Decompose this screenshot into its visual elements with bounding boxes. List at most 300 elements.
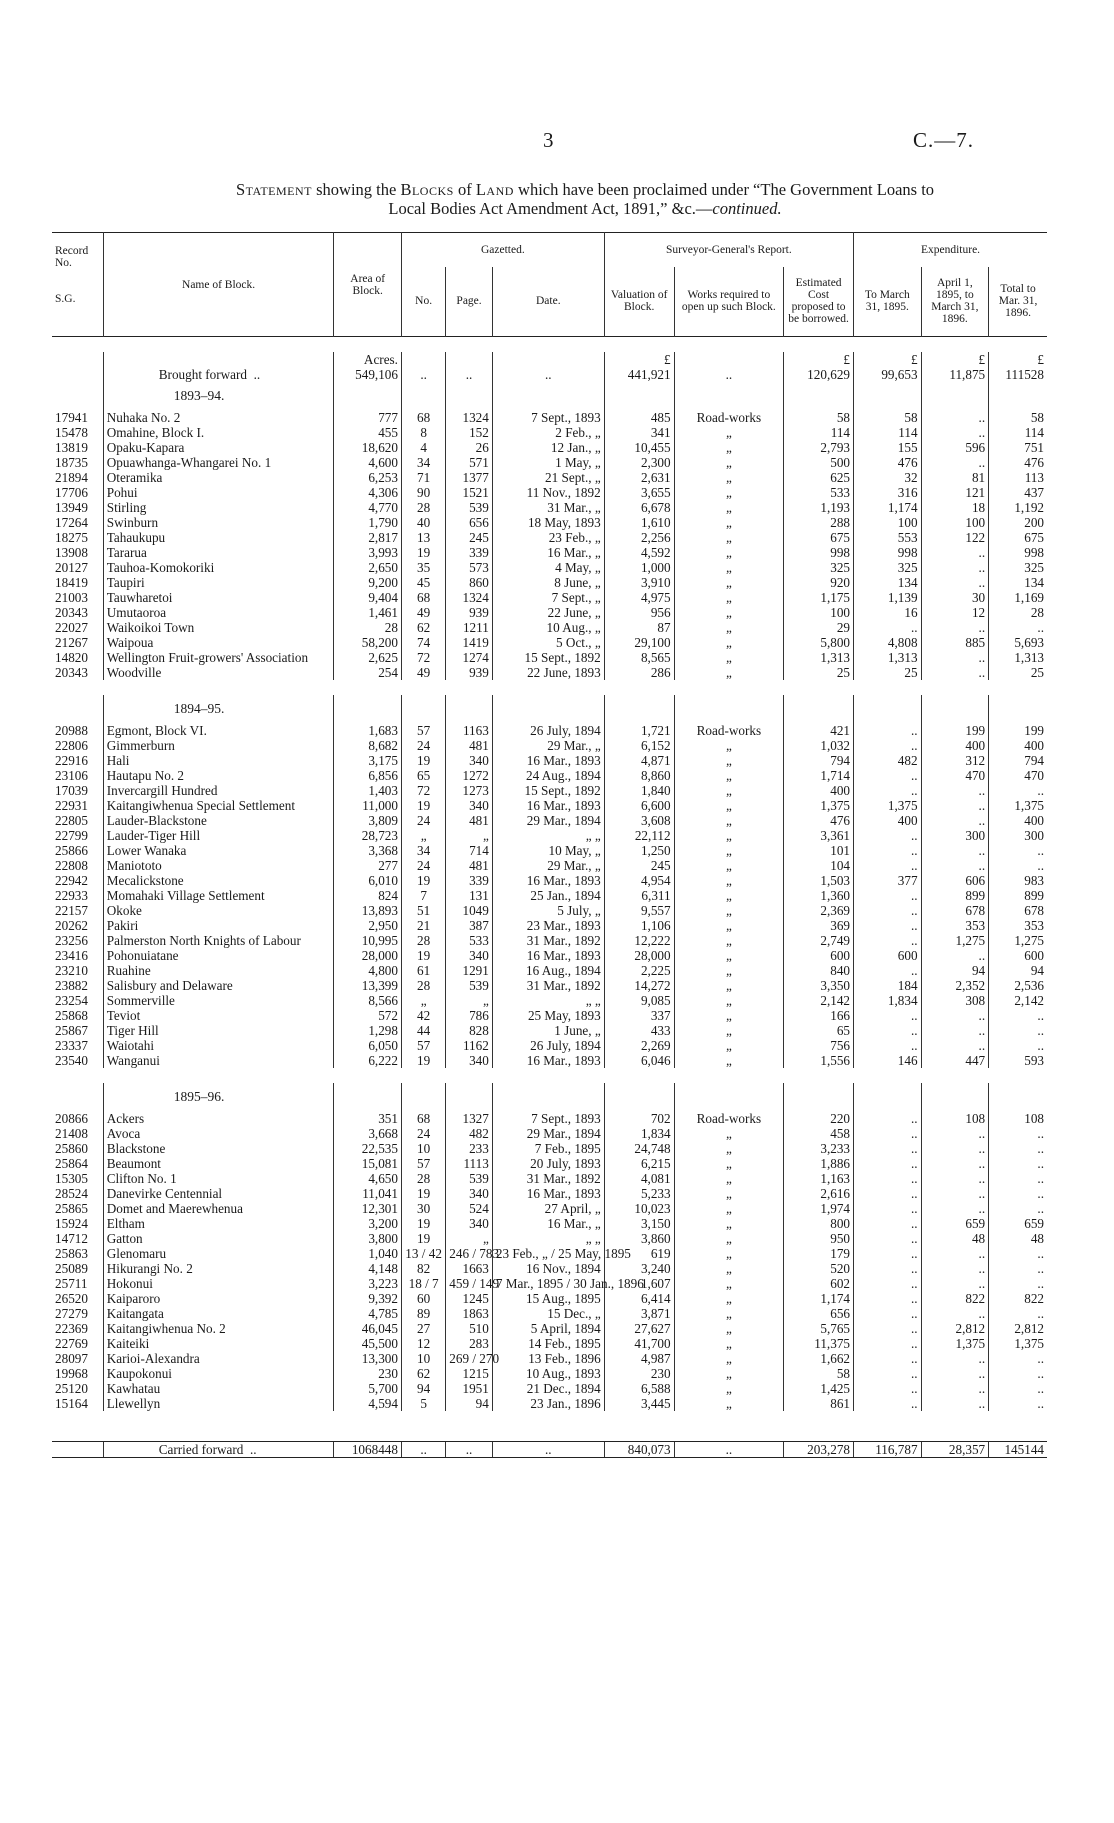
expenditure-to-1895-cell: .. — [854, 1141, 922, 1156]
gazette-date-cell: 16 Nov., 1894 — [492, 1261, 604, 1276]
works-required-cell: „ — [674, 978, 784, 993]
expenditure-header: Expenditure. — [854, 233, 1047, 267]
block-name-cell: Momahaki Village Settlement — [103, 888, 334, 903]
expenditure-to-1895-cell: 400 — [854, 813, 922, 828]
gazette-date-cell: 29 Mar., 1894 — [492, 1126, 604, 1141]
gazette-date-cell: 16 Mar., 1893 — [492, 1053, 604, 1068]
expenditure-total-cell: 2,812 — [989, 1321, 1047, 1336]
year-heading-row — [52, 382, 1047, 410]
estimated-cost-cell: 1,032 — [784, 738, 854, 753]
block-name-cell: Ruahine — [103, 963, 334, 978]
area-cell: 46,045 — [334, 1321, 402, 1336]
expenditure-total-cell: .. — [989, 1381, 1047, 1396]
expenditure-1895-96-cell: .. — [921, 1276, 989, 1291]
block-name-cell: Lauder-Blackstone — [103, 813, 334, 828]
gazette-date-cell: 1 June, „ — [492, 1023, 604, 1038]
gazette-date-cell: 10 Aug., 1893 — [492, 1366, 604, 1381]
estimated-cost-cell: 625 — [784, 470, 854, 485]
valuation-cell: 2,256 — [604, 530, 674, 545]
record-no-cell: 15305 — [55, 1171, 88, 1186]
valuation-cell: 6,046 — [604, 1053, 674, 1068]
expenditure-to-1895-cell: .. — [854, 1351, 922, 1366]
table-row — [52, 425, 1047, 440]
valuation-cell: 9,085 — [604, 993, 674, 1008]
record-no-cell: 20343 — [55, 605, 88, 620]
table-row — [52, 1008, 1047, 1023]
gazette-date-cell: „ „ — [492, 1231, 604, 1246]
valuation-cell: 6,588 — [604, 1381, 674, 1396]
expenditure-1895-96-cell: .. — [921, 1008, 989, 1023]
carried-forward-row: Carried forward .. 1068448 .. .. .. 840,073 .. 203,278 116,787 28,357 145144 — [52, 1442, 1047, 1458]
expenditure-to-1895-cell: 4,808 — [854, 635, 922, 650]
gazette-page-cell: 860 — [446, 575, 493, 590]
expenditure-1895-96-cell: 312 — [921, 753, 989, 768]
block-name-cell: Kawhatau — [103, 1381, 334, 1396]
works-required-cell: „ — [674, 1231, 784, 1246]
table-row — [52, 1038, 1047, 1053]
title-word: of — [457, 180, 472, 199]
area-cell: 1,298 — [334, 1023, 402, 1038]
gazette-page-header: Page. — [446, 267, 493, 337]
gazette-page-cell: 269 / 270 — [446, 1351, 493, 1366]
gazette-page-cell: 1521 — [446, 485, 493, 500]
gazette-no-cell: 5 — [401, 1396, 445, 1411]
statement-title — [105, 180, 1065, 218]
expenditure-1895-96-cell: 885 — [921, 635, 989, 650]
expenditure-total-cell: 899 — [989, 888, 1047, 903]
works-required-cell: „ — [674, 858, 784, 873]
table-row — [52, 1186, 1047, 1201]
gazette-date-cell: 31 Mar., 1892 — [492, 978, 604, 993]
block-name-cell: Sommerville — [103, 993, 334, 1008]
table-row — [52, 888, 1047, 903]
table-row — [52, 620, 1047, 635]
table-row — [52, 1291, 1047, 1306]
area-cell: 4,594 — [334, 1396, 402, 1411]
block-name-cell: Eltham — [103, 1216, 334, 1231]
estimated-cost-cell: 114 — [784, 425, 854, 440]
gazette-date-cell: 16 Mar., 1893 — [492, 948, 604, 963]
gazette-page-cell: 1163 — [446, 723, 493, 738]
valuation-cell: 8,565 — [604, 650, 674, 665]
expenditure-total-cell: 437 — [989, 485, 1047, 500]
estimated-cost-cell: 1,503 — [784, 873, 854, 888]
block-name-cell: Maniototo — [103, 858, 334, 873]
area-cell: 2,650 — [334, 560, 402, 575]
expenditure-total-cell: .. — [989, 620, 1047, 635]
area-cell: 4,148 — [334, 1261, 402, 1276]
works-required-cell: „ — [674, 783, 784, 798]
table-row — [52, 455, 1047, 470]
gazette-date-cell: 16 Mar., 1893 — [492, 1186, 604, 1201]
valuation-cell: 3,910 — [604, 575, 674, 590]
expenditure-to-1895-cell: .. — [854, 963, 922, 978]
block-name-cell: Domet and Maerewhenua — [103, 1201, 334, 1216]
area-cell: 18,620 — [334, 440, 402, 455]
record-no-cell: 25089 — [55, 1261, 88, 1276]
block-name-cell: Salisbury and Delaware — [103, 978, 334, 993]
valuation-cell: 3,655 — [604, 485, 674, 500]
gazette-page-cell: 539 — [446, 1171, 493, 1186]
gazette-date-cell: 20 July, 1893 — [492, 1156, 604, 1171]
gazette-page-cell: 387 — [446, 918, 493, 933]
spacer-row — [52, 337, 1047, 353]
gazette-page-cell: 1863 — [446, 1306, 493, 1321]
gazette-no-cell: 34 — [401, 843, 445, 858]
valuation-cell: 10,023 — [604, 1201, 674, 1216]
area-cell: 3,175 — [334, 753, 402, 768]
expenditure-to-1895-cell: 155 — [854, 440, 922, 455]
valuation-cell: 6,215 — [604, 1156, 674, 1171]
valuation-cell: 6,152 — [604, 738, 674, 753]
gazette-no-cell: 40 — [401, 515, 445, 530]
record-no-cell: 23337 — [55, 1038, 88, 1053]
gazette-date-cell: 8 June, „ — [492, 575, 604, 590]
gazette-no-cell: 68 — [401, 590, 445, 605]
page-header — [0, 128, 1114, 158]
gazette-page-cell: 245 — [446, 530, 493, 545]
estimated-cost-cell: 998 — [784, 545, 854, 560]
area-cell: 455 — [334, 425, 402, 440]
gazette-date-cell: 2 Feb., „ — [492, 425, 604, 440]
gazette-no-cell: 72 — [401, 783, 445, 798]
expenditure-to-1895-cell: 114 — [854, 425, 922, 440]
block-name-cell: Tahaukupu — [103, 530, 334, 545]
works-required-cell: „ — [674, 530, 784, 545]
block-name-cell: Swinburn — [103, 515, 334, 530]
estimated-cost-cell: 179 — [784, 1246, 854, 1261]
valuation-cell: 956 — [604, 605, 674, 620]
record-no-cell: 25867 — [55, 1023, 88, 1038]
gazette-date-cell: 16 Mar., 1893 — [492, 873, 604, 888]
works-required-cell: „ — [674, 635, 784, 650]
gazette-date-cell: 23 Feb., „ / 25 May, 1895 — [492, 1246, 604, 1261]
gazette-page-cell: 1272 — [446, 768, 493, 783]
gazette-page-cell: 573 — [446, 560, 493, 575]
expenditure-to-1895-cell: .. — [854, 828, 922, 843]
block-name-cell: Opaku-Kapara — [103, 440, 334, 455]
gazette-date-cell: 16 Mar., „ — [492, 545, 604, 560]
estimated-cost-cell: 1,886 — [784, 1156, 854, 1171]
record-no-cell: 22157 — [55, 903, 88, 918]
valuation-cell: 4,954 — [604, 873, 674, 888]
gazette-date-cell: „ „ — [492, 993, 604, 1008]
area-cell: 13,893 — [334, 903, 402, 918]
gazette-no-cell: 49 — [401, 605, 445, 620]
expenditure-total-cell: .. — [989, 1141, 1047, 1156]
expenditure-total-cell: 300 — [989, 828, 1047, 843]
block-name-cell: Pohonuiatane — [103, 948, 334, 963]
expenditure-to-1895-cell: 16 — [854, 605, 922, 620]
year-heading: 1895–96. — [103, 1083, 334, 1111]
expenditure-1895-96-cell: .. — [921, 1366, 989, 1381]
gazette-date-cell: 7 Feb., 1895 — [492, 1141, 604, 1156]
gazette-date-cell: 15 Sept., 1892 — [492, 783, 604, 798]
gazette-page-cell: 1273 — [446, 783, 493, 798]
table-row — [52, 933, 1047, 948]
record-no-cell: 18735 — [55, 455, 88, 470]
estimated-cost-cell: 29 — [784, 620, 854, 635]
block-name-cell: Llewellyn — [103, 1396, 334, 1411]
expenditure-to-1895-cell: .. — [854, 1291, 922, 1306]
gazette-no-cell: 4 — [401, 440, 445, 455]
gazette-date-cell: 22 June, „ — [492, 605, 604, 620]
valuation-cell: 28,000 — [604, 948, 674, 963]
expenditure-total-cell: 1,375 — [989, 1336, 1047, 1351]
expenditure-total-cell: 470 — [989, 768, 1047, 783]
table-row — [52, 1261, 1047, 1276]
works-required-cell: „ — [674, 903, 784, 918]
block-name-cell: Oteramika — [103, 470, 334, 485]
estimated-cost-cell: 421 — [784, 723, 854, 738]
table-body — [52, 337, 1047, 1427]
expenditure-total-cell: .. — [989, 1396, 1047, 1411]
estimated-cost-cell: 1,556 — [784, 1053, 854, 1068]
expenditure-1895-96-cell: 400 — [921, 738, 989, 753]
expenditure-to-1895-cell: 316 — [854, 485, 922, 500]
gazette-date-cell: 26 July, 1894 — [492, 723, 604, 738]
valuation-cell: 4,592 — [604, 545, 674, 560]
year-heading-row — [52, 1083, 1047, 1111]
valuation-cell: 337 — [604, 1008, 674, 1023]
works-required-cell: „ — [674, 843, 784, 858]
area-cell: 230 — [334, 1366, 402, 1381]
valuation-cell: 3,860 — [604, 1231, 674, 1246]
expenditure-total-cell: 1,313 — [989, 650, 1047, 665]
table-row — [52, 500, 1047, 515]
expenditure-1895-96-cell: .. — [921, 1246, 989, 1261]
works-required-cell: „ — [674, 873, 784, 888]
gazette-page-cell: 656 — [446, 515, 493, 530]
area-cell: 8,566 — [334, 993, 402, 1008]
estimated-cost-cell: 1,174 — [784, 1291, 854, 1306]
expenditure-to-1895-cell: .. — [854, 903, 922, 918]
gazette-page-cell: 283 — [446, 1336, 493, 1351]
gazette-date-cell: 15 Dec., „ — [492, 1306, 604, 1321]
gazette-page-cell: 482 — [446, 1126, 493, 1141]
record-no-cell: 23416 — [55, 948, 88, 963]
gazette-page-cell: 339 — [446, 873, 493, 888]
table-row — [52, 1246, 1047, 1261]
expenditure-to-1895-cell: .. — [854, 1038, 922, 1053]
gazette-page-cell: 533 — [446, 933, 493, 948]
expenditure-total-cell: 2,142 — [989, 993, 1047, 1008]
valuation-cell: 433 — [604, 1023, 674, 1038]
expenditure-to-1895-cell: .. — [854, 888, 922, 903]
area-cell: 3,223 — [334, 1276, 402, 1291]
estimated-cost-cell: 861 — [784, 1396, 854, 1411]
estimated-cost-cell: 1,662 — [784, 1351, 854, 1366]
gazette-page-cell: 1324 — [446, 590, 493, 605]
table-row — [52, 1201, 1047, 1216]
expenditure-total-cell: 94 — [989, 963, 1047, 978]
expenditure-to-1895-cell: .. — [854, 1366, 922, 1381]
gazette-no-cell: 19 — [401, 798, 445, 813]
area-cell: 9,392 — [334, 1291, 402, 1306]
works-required-cell: „ — [674, 1053, 784, 1068]
gazette-page-cell: 340 — [446, 948, 493, 963]
record-no-cell: 18275 — [55, 530, 88, 545]
expenditure-total-cell: 794 — [989, 753, 1047, 768]
expenditure-1895-96-cell: .. — [921, 813, 989, 828]
year-heading-row — [52, 695, 1047, 723]
works-required-cell: „ — [674, 1261, 784, 1276]
gazette-page-cell: 1291 — [446, 963, 493, 978]
valuation-cell: 6,311 — [604, 888, 674, 903]
expenditure-to-1895-cell: .. — [854, 1276, 922, 1291]
expenditure-total-cell: .. — [989, 1171, 1047, 1186]
valuation-cell: 3,608 — [604, 813, 674, 828]
works-required-cell: „ — [674, 1276, 784, 1291]
total-header: Total to Mar. 31, 1896. — [989, 267, 1047, 337]
works-required-cell: Road-works — [674, 723, 784, 738]
expenditure-total-cell: 751 — [989, 440, 1047, 455]
record-no-cell: 23254 — [55, 993, 88, 1008]
gazette-date-cell: 21 Dec., 1894 — [492, 1381, 604, 1396]
valuation-cell: 4,871 — [604, 753, 674, 768]
expenditure-total-cell: 400 — [989, 738, 1047, 753]
gazette-date-cell: 16 Mar., 1893 — [492, 753, 604, 768]
gazette-date-cell: 14 Feb., 1895 — [492, 1336, 604, 1351]
expenditure-1895-96-cell: .. — [921, 1396, 989, 1411]
gazette-date-cell: 16 Mar., „ — [492, 1216, 604, 1231]
works-required-cell: „ — [674, 485, 784, 500]
expenditure-1895-96-cell: .. — [921, 858, 989, 873]
block-name-cell: Kaitangata — [103, 1306, 334, 1321]
gazette-page-cell: 939 — [446, 665, 493, 680]
spacer-row — [52, 1426, 1047, 1442]
valuation-cell: 14,272 — [604, 978, 674, 993]
gazette-date-cell: 29 Mar., „ — [492, 858, 604, 873]
gazetted-header: Gazetted. — [401, 233, 604, 267]
record-no-cell: 15164 — [55, 1396, 88, 1411]
table-row — [52, 1156, 1047, 1171]
expenditure-total-cell: 113 — [989, 470, 1047, 485]
estimated-cost-cell: 840 — [784, 963, 854, 978]
works-required-cell: „ — [674, 665, 784, 680]
expenditure-1895-96-cell: .. — [921, 425, 989, 440]
valuation-cell: 8,860 — [604, 768, 674, 783]
record-no-cell: 23540 — [55, 1053, 88, 1068]
record-no-cell: 17706 — [55, 485, 88, 500]
gazette-date-cell: 22 June, 1893 — [492, 665, 604, 680]
area-cell: 777 — [334, 410, 402, 425]
expenditure-total-cell: 675 — [989, 530, 1047, 545]
expenditure-1895-96-cell: .. — [921, 1023, 989, 1038]
gazette-no-cell: 94 — [401, 1381, 445, 1396]
works-required-cell: „ — [674, 993, 784, 1008]
gazette-no-cell: 19 — [401, 1216, 445, 1231]
gazette-no-cell: 19 — [401, 948, 445, 963]
expenditure-total-cell: 593 — [989, 1053, 1047, 1068]
valuation-cell: 1,250 — [604, 843, 674, 858]
gazette-no-cell: 35 — [401, 560, 445, 575]
expenditure-1895-96-cell: 470 — [921, 768, 989, 783]
expenditure-to-1895-cell: .. — [854, 1216, 922, 1231]
expenditure-1895-96-cell: .. — [921, 948, 989, 963]
title-line-2: Local Bodies Act Amendment Act, 1891,” &c.— — [388, 199, 713, 218]
gazette-page-cell: 1951 — [446, 1381, 493, 1396]
block-name-cell: Gatton — [103, 1231, 334, 1246]
block-name-cell: Danevirke Centennial — [103, 1186, 334, 1201]
estimated-cost-cell: 2,749 — [784, 933, 854, 948]
gazette-no-cell: 12 — [401, 1336, 445, 1351]
area-cell: 6,050 — [334, 1038, 402, 1053]
statement-table-container — [52, 232, 1047, 1458]
expenditure-total-cell: 998 — [989, 545, 1047, 560]
expenditure-to-1895-cell: .. — [854, 1396, 922, 1411]
block-name-cell: Pohui — [103, 485, 334, 500]
record-no-cell: 22942 — [55, 873, 88, 888]
record-no-cell: 21267 — [55, 635, 88, 650]
gazette-date-cell: 4 May, „ — [492, 560, 604, 575]
expenditure-to-1895-cell: .. — [854, 1306, 922, 1321]
expenditure-1895-96-cell: 2,352 — [921, 978, 989, 993]
gazette-no-cell: 65 — [401, 768, 445, 783]
block-name-cell: Wanganui — [103, 1053, 334, 1068]
expenditure-to-1895-cell: .. — [854, 1008, 922, 1023]
gazette-date-header: Date. — [492, 267, 604, 337]
estimated-cost-cell: 325 — [784, 560, 854, 575]
works-required-cell: „ — [674, 425, 784, 440]
area-cell: 22,535 — [334, 1141, 402, 1156]
expenditure-1895-96-cell: 199 — [921, 723, 989, 738]
estimated-cost-cell: 533 — [784, 485, 854, 500]
expenditure-1895-96-cell: .. — [921, 1141, 989, 1156]
expenditure-to-1895-cell: .. — [854, 933, 922, 948]
block-name-cell: Tiger Hill — [103, 1023, 334, 1038]
record-no-cell: 23882 — [55, 978, 88, 993]
estimated-cost-cell: 1,360 — [784, 888, 854, 903]
works-required-cell: Road-works — [674, 1111, 784, 1126]
estimated-cost-header: Estimated Cost proposed to be borrowed. — [784, 267, 854, 337]
works-required-cell: „ — [674, 1201, 784, 1216]
expenditure-1895-96-cell: 300 — [921, 828, 989, 843]
expenditure-to-1895-cell: .. — [854, 858, 922, 873]
gazette-page-cell: 1274 — [446, 650, 493, 665]
gazette-no-cell: 42 — [401, 1008, 445, 1023]
gazette-no-header: No. — [401, 267, 445, 337]
gazette-no-cell: 82 — [401, 1261, 445, 1276]
expenditure-1895-96-cell: 30 — [921, 590, 989, 605]
expenditure-to-1895-cell: 1,313 — [854, 650, 922, 665]
area-cell: 1,403 — [334, 783, 402, 798]
area-cell: 1,461 — [334, 605, 402, 620]
table-row — [52, 560, 1047, 575]
expenditure-1895-96-cell: .. — [921, 1306, 989, 1321]
gazette-no-cell: 60 — [401, 1291, 445, 1306]
expenditure-total-cell: 199 — [989, 723, 1047, 738]
table-row — [52, 1306, 1047, 1321]
area-cell: 13,300 — [334, 1351, 402, 1366]
works-required-cell: „ — [674, 440, 784, 455]
estimated-cost-cell: 1,313 — [784, 650, 854, 665]
area-cell: 572 — [334, 1008, 402, 1023]
expenditure-1895-96-cell: 108 — [921, 1111, 989, 1126]
title-word: Land — [475, 180, 514, 199]
gazette-no-cell: 57 — [401, 723, 445, 738]
expenditure-total-cell: .. — [989, 1186, 1047, 1201]
expenditure-to-1895-cell: 1,834 — [854, 993, 922, 1008]
gazette-no-cell: 24 — [401, 1126, 445, 1141]
estimated-cost-cell: 288 — [784, 515, 854, 530]
record-no-cell: 19968 — [55, 1366, 88, 1381]
expenditure-total-cell: 25 — [989, 665, 1047, 680]
area-cell: 4,800 — [334, 963, 402, 978]
valuation-cell: 10,455 — [604, 440, 674, 455]
expenditure-1895-96-cell: .. — [921, 1186, 989, 1201]
estimated-cost-cell: 58 — [784, 410, 854, 425]
